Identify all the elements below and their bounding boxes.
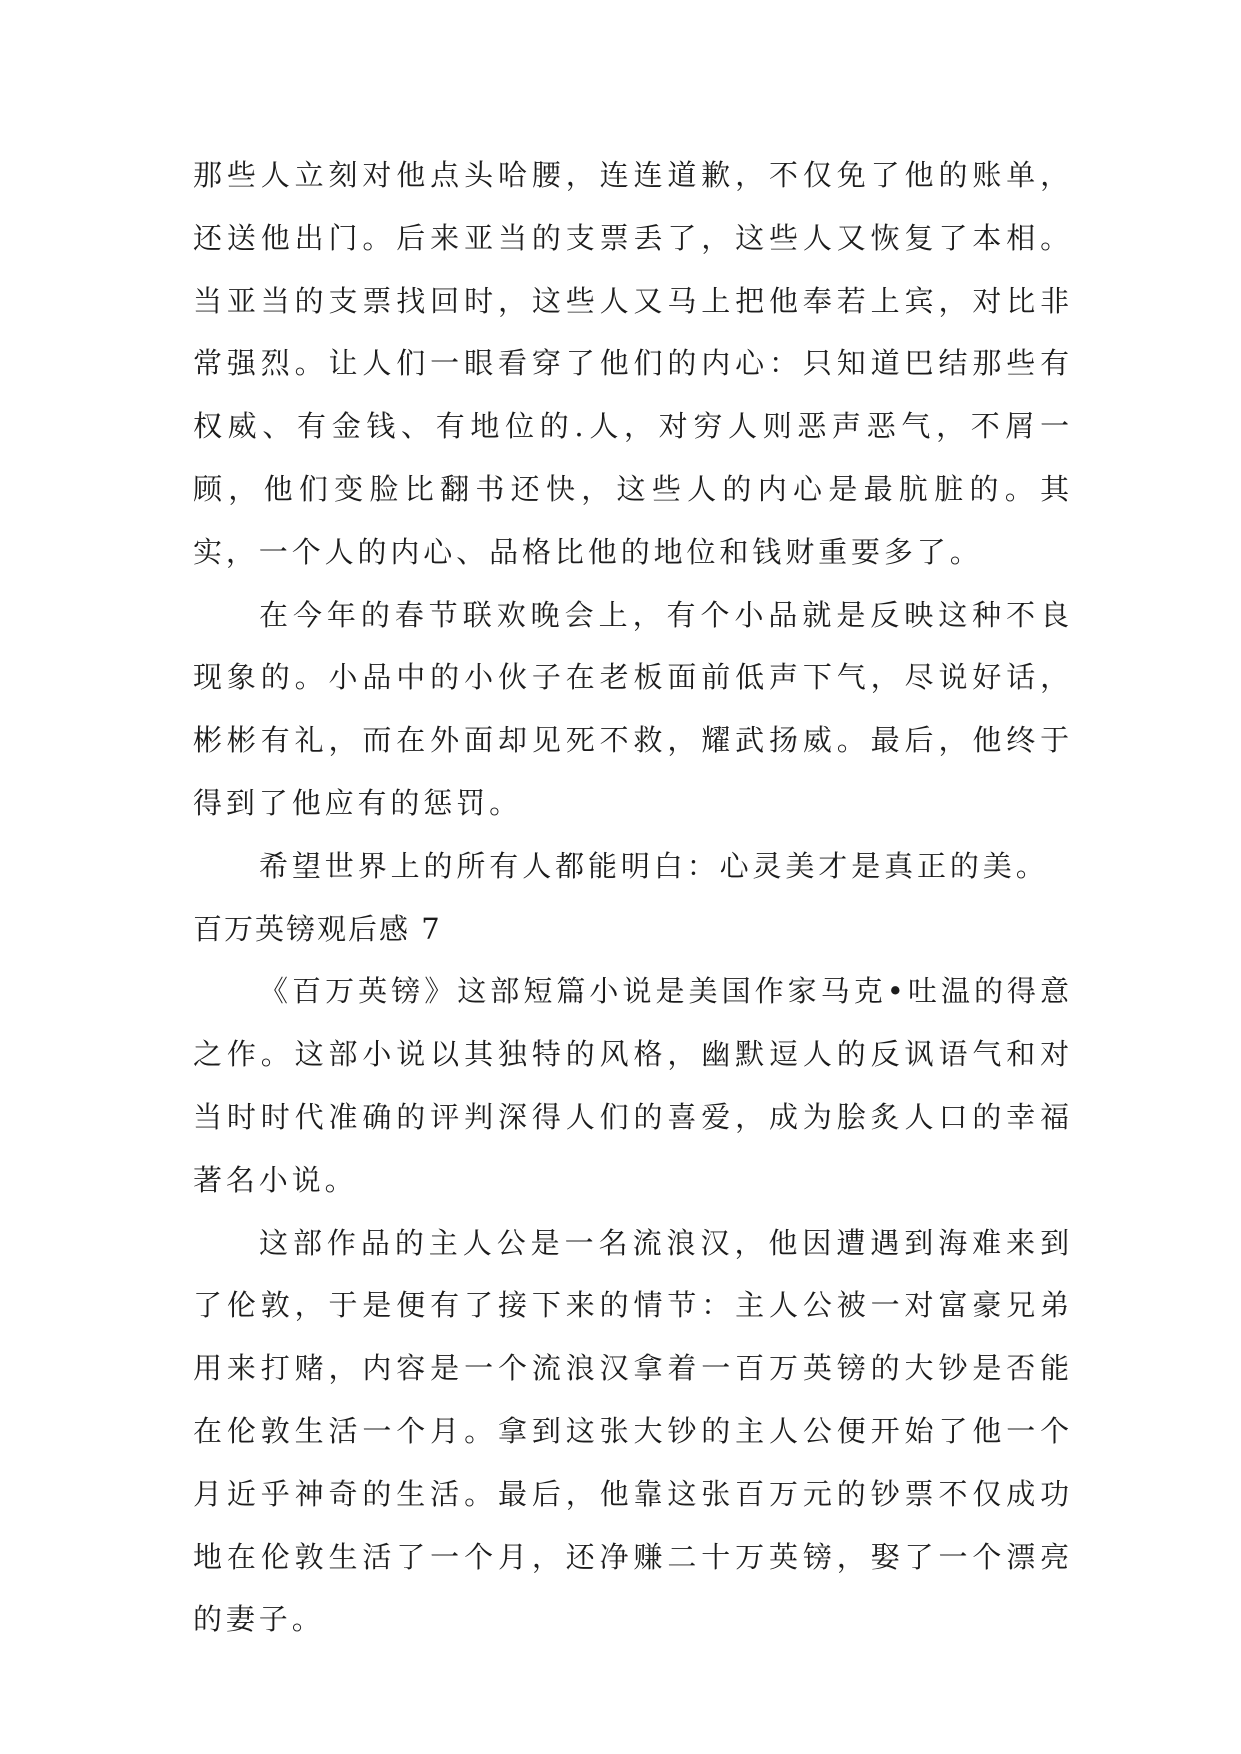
document-body bbox=[193, 144, 1073, 1651]
paragraph-2: 在今年的春节联欢晚会上，有个小品就是反映这种不良现象的。小品中的小伙子在老板面前低声下气，尽说好话，彬彬有礼，而在外面却见死不救，耀武扬威。最后，他终于得到了他应有的惩罚。 bbox=[193, 597, 1073, 820]
section-paragraph-1: 《百万英镑》这部短篇小说是美国作家马克•吐温的得意之作。这部小说以其独特的风格，幽默逗人的反讽语气和对当时时代准确的评判深得人们的喜爱，成为脍炙人口的幸福著名小说。 bbox=[193, 974, 1073, 1197]
paragraph-3: 希望世界上的所有人都能明白：心灵美才是真正的美。 bbox=[259, 848, 1049, 883]
paragraph-1: 那些人立刻对他点头哈腰，连连道歉，不仅免了他的账单，还送他出门。后来亚当的支票丢了，这些人又恢复了本相。当亚当的支票找回时，这些人又马上把他奉若上宾，对比非常强烈。让人们一眼看穿了他们的内心：只知道巴结那些有权威、有金钱、有地位的.人，对穷人则恶声恶气，不屑一顾，他们变脸比翻书还快，这些人的内心是最肮脏的。其实，一个人的内心、品格比他的地位和钱财重要多了。 bbox=[193, 158, 1073, 569]
section-paragraph-2: 这部作品的主人公是一名流浪汉，他因遭遇到海难来到了伦敦，于是便有了接下来的情节：主人公被一对富豪兄弟用来打赌，内容是一个流浪汉拿着一百万英镑的大钞是否能在伦敦生活一个月。拿到这张大钞的主人公便开始了他一个月近乎神奇的生活。最后，他靠这张百万元的钞票不仅成功地在伦敦生活了一个月，还净赚二十万英镑，娶了一个漂亮的妻子。 bbox=[193, 1225, 1073, 1637]
section-title: 百万英镑观后感 7 bbox=[193, 911, 442, 946]
